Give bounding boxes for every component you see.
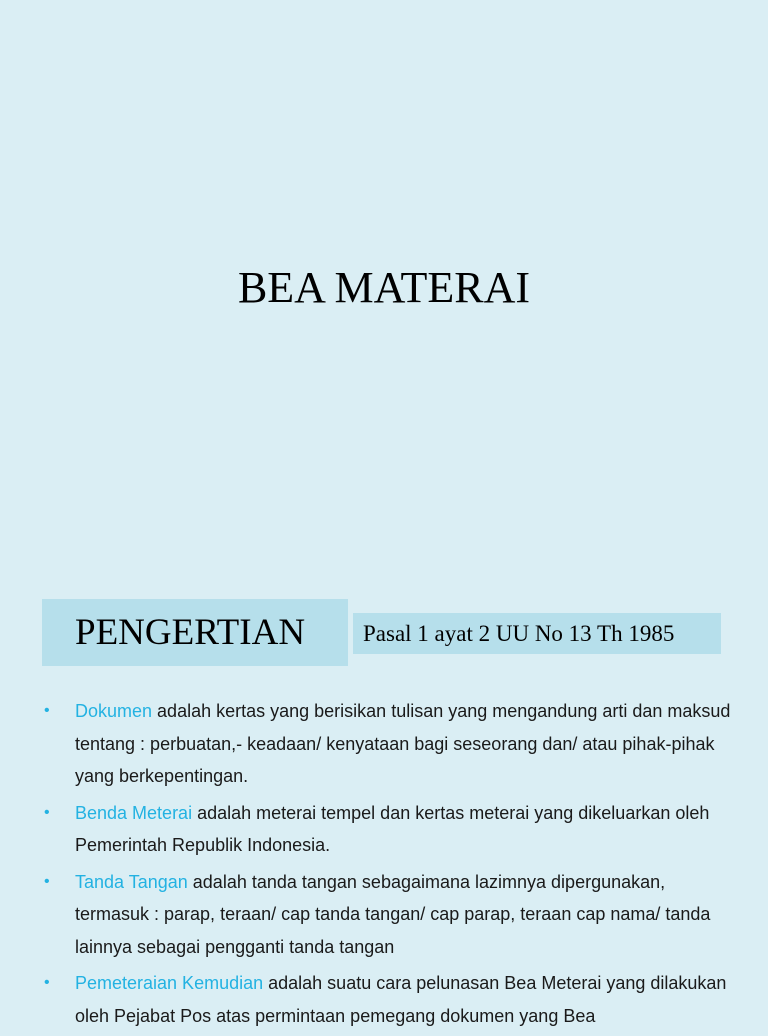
list-item [0,797,768,862]
definition-term: Tanda Tangan [75,871,188,892]
list-item [0,866,768,964]
definition-text: adalah kertas yang berisikan tulisan yang mengandung arti dan maksud tentang : perbuatan,- keadaan/ kenyataan bagi seseorang dan/ atau pihak-pihak yang berkepentingan. [75,701,731,786]
definition-text: adalah tanda tangan sebagaimana lazimnya dipergunakan, termasuk : parap, teraan/ cap tanda tangan/ cap parap, teraan cap nama/ tanda lainnya sebagai pengganti tanda tangan [75,871,711,957]
bullet-icon: • [44,803,50,821]
definition-term: Pemeteraian Kemudian [75,973,264,993]
bullet-icon: • [44,872,50,890]
definition-text: adalah meterai tempel dan kertas meterai yang dikeluarkan oleh Pemerintah Republik Indonesia. [75,802,710,855]
legal-reference: Pasal 1 ayat 2 UU No 13 Th 1985 [353,613,721,654]
slide-title: BEA MATERAI [237,263,531,312]
bullet-icon: • [44,974,50,991]
definition-list [0,695,768,1036]
definition-text: adalah suatu cara pelunasan Bea Meterai yang dilakukan oleh Pejabat Pos atas permintaan pemegang dokumen yang Bea [75,973,727,1026]
definition-term: Benda Meterai [75,802,193,823]
definition-term: Dokumen [75,701,153,721]
list-item [0,967,768,1032]
section-heading: PENGERTIAN [42,599,348,666]
list-item [0,695,768,793]
bullet-icon: • [44,702,50,719]
